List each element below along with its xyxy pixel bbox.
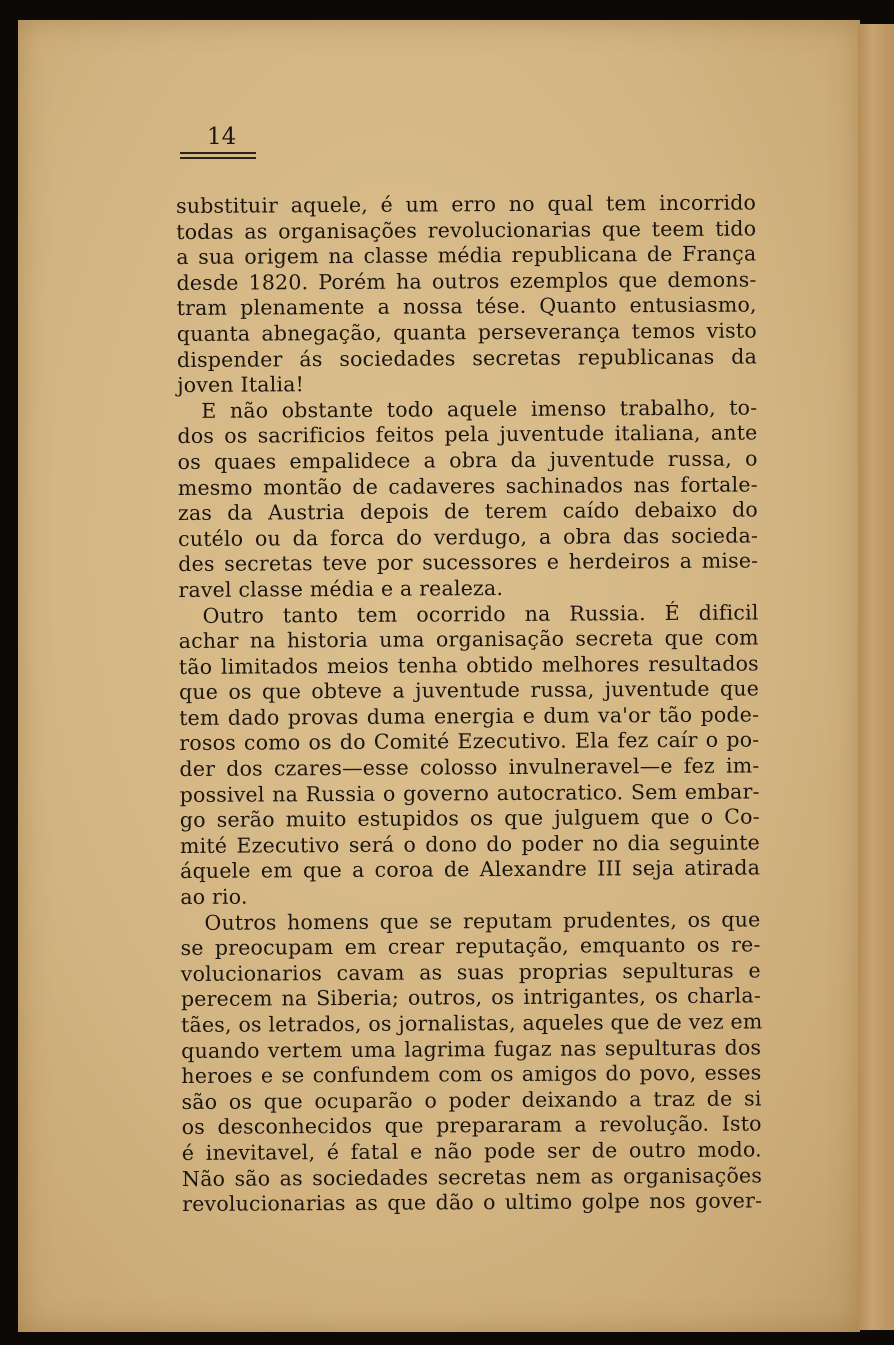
text-line: se preocupam em crear reputação, emquanto os re- bbox=[180, 932, 761, 961]
text-line: a sua origem na classe média republicana de França bbox=[176, 241, 757, 270]
text-line: substituir aquele, é um erro no qual tem incorrido bbox=[176, 190, 757, 218]
text-line: ao rio. bbox=[180, 884, 248, 910]
text-line: volucionarios cavam as suas proprias sepulturas e bbox=[180, 958, 761, 986]
text-line: zas da Austria depois de terem caído debaixo do bbox=[177, 497, 759, 526]
text-line: é inevitavel, é fatal e não pode ser de outro modo. bbox=[181, 1137, 762, 1165]
text-line: os desconhecidos que prepararam a revolução. Isto bbox=[181, 1111, 762, 1140]
text-line: dispender ás sociedades secretas republicanas da bbox=[176, 344, 758, 372]
text-line: E não obstante todo aquele imenso trabalho, to- bbox=[201, 395, 758, 423]
text-line: revolucionarias as que dão o ultimo golpe nos gover- bbox=[182, 1188, 763, 1217]
text-line: ravel classe média e a realeza. bbox=[178, 575, 504, 602]
page-number-rule bbox=[180, 152, 256, 154]
text-line: rosos como os do Comité Ezecutivo. Ela fez caír o po- bbox=[179, 727, 760, 756]
page-number: 14 bbox=[207, 124, 237, 150]
text-line: mité Ezecutivo será o dono do poder no dia seguinte bbox=[179, 830, 761, 858]
text-line: Outro tanto tem ocorrido na Russia. É dificil bbox=[202, 599, 759, 628]
text-line: mesmo montão de cadaveres sachinados nas fortale- bbox=[177, 471, 758, 500]
text-line: possivel na Russia o governo autocratico. Sem embar- bbox=[179, 779, 760, 807]
text-line: joven Italia! bbox=[177, 372, 305, 398]
text-line: são os que ocuparão o poder deixando a traz de si bbox=[181, 1086, 762, 1114]
text-line: tão limitados meios tenha obtido melhores resultados bbox=[178, 651, 759, 679]
text-line: desde 1820. Porém ha outros ezemplos que demons- bbox=[176, 267, 757, 295]
text-line: der dos czares—esse colosso invulneravel—e fez im- bbox=[179, 753, 760, 782]
text-line: des secretas teve por sucessores e herdeiros a mise- bbox=[178, 548, 759, 577]
text-line: tães, os letrados, os jornalistas, aqueles que de vez em bbox=[181, 1009, 763, 1037]
text-line: cutélo ou da forca do verdugo, a obra das socieda- bbox=[178, 523, 759, 551]
adjacent-page-edge bbox=[858, 24, 894, 1330]
text-line: Não são as sociedades secretas nem as organisações bbox=[181, 1163, 763, 1191]
text-line: áquele em que a coroa de Alexandre III seja atirada bbox=[180, 855, 761, 884]
body-text bbox=[176, 190, 762, 1217]
text-line: que os que obteve a juventude russa, juventude que bbox=[178, 676, 760, 705]
text-line: tram plenamente a nossa tése. Quanto entusiasmo, bbox=[176, 292, 757, 321]
text-line: Outros homens que se reputam prudentes, os que bbox=[204, 907, 761, 935]
text-line: os quaes empalidece a obra da juventude russa, o bbox=[177, 446, 758, 474]
page-number-rule bbox=[180, 157, 256, 159]
text-line: achar na historia uma organisação secreta que com bbox=[178, 625, 759, 654]
text-line: go serão muito estupidos os que julguem que o Co- bbox=[179, 804, 760, 833]
text-line: dos os sacrificios feitos pela juventude italiana, ante bbox=[177, 420, 758, 449]
text-line: quando vertem uma lagrima fugaz nas sepulturas dos bbox=[181, 1035, 762, 1063]
text-line: perecem na Siberia; outros, os intrigantes, os charla- bbox=[180, 983, 761, 1012]
text-line: todas as organisações revolucionarias que teem tido bbox=[176, 216, 757, 244]
text-line: tem dado provas duma energia e dum va'or tão pode- bbox=[179, 702, 760, 730]
text-line: heroes e se confundem com os amigos do povo, esses bbox=[181, 1060, 762, 1089]
text-line: quanta abnegação, quanta perseverança temos visto bbox=[176, 318, 757, 346]
